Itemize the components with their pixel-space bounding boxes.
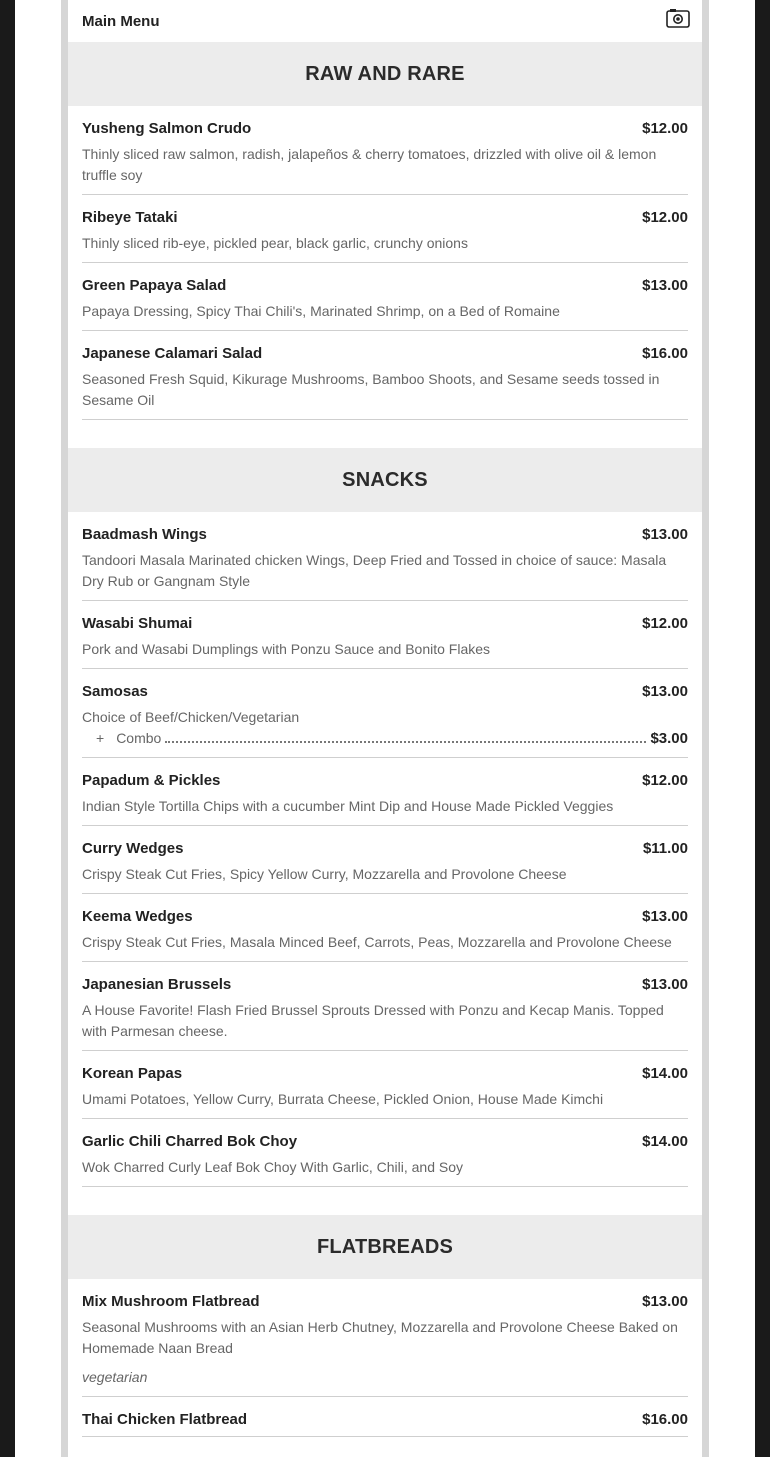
- menu-item[interactable]: [82, 1279, 688, 1397]
- section-header-flatbreads: FLATBREADS: [68, 1215, 702, 1279]
- item-price: $12.00: [642, 120, 688, 137]
- menu-item[interactable]: [82, 106, 688, 195]
- item-name: Papadum & Pickles: [82, 772, 221, 789]
- item-name: Yusheng Salmon Crudo: [82, 120, 252, 137]
- item-price: $12.00: [642, 772, 688, 789]
- item-description: Seasoned Fresh Squid, Kikurage Mushrooms, Bamboo Shoots, and Sesame seeds tossed in Sesame Oil: [82, 371, 660, 408]
- menu-item[interactable]: [82, 962, 688, 1051]
- item-price: $13.00: [642, 526, 688, 543]
- item-name: Baadmash Wings: [82, 526, 207, 543]
- item-price: $13.00: [642, 908, 688, 925]
- section-items-flatbreads: [68, 1279, 702, 1437]
- section-header-snacks: SNACKS: [68, 448, 702, 512]
- item-name: Thai Chicken Flatbread: [82, 1411, 248, 1428]
- menu-item[interactable]: [82, 601, 688, 669]
- item-description: Pork and Wasabi Dumplings with Ponzu Sauce and Bonito Flakes: [82, 641, 491, 657]
- item-description: A House Favorite! Flash Fried Brussel Sprouts Dressed with Ponzu and Kecap Manis. Topped with Parmesan cheese.: [82, 1002, 664, 1039]
- addon-label: Combo: [116, 730, 162, 746]
- item-price: $16.00: [642, 1411, 688, 1428]
- item-price: $13.00: [642, 277, 688, 294]
- item-price: $16.00: [642, 345, 688, 362]
- menu-item[interactable]: [82, 669, 688, 758]
- menu-item[interactable]: [82, 894, 688, 962]
- menu-item[interactable]: [82, 758, 688, 826]
- plus-icon: +: [96, 730, 105, 746]
- menu-item[interactable]: [82, 1119, 688, 1187]
- menu-item[interactable]: [82, 512, 688, 601]
- item-name: Ribeye Tataki: [82, 209, 178, 226]
- item-description: Indian Style Tortilla Chips with a cucumber Mint Dip and House Made Pickled Veggies: [82, 798, 614, 814]
- item-description: Crispy Steak Cut Fries, Masala Minced Beef, Carrots, Peas, Mozzarella and Provolone Cheese: [82, 934, 672, 950]
- item-description: Umami Potatoes, Yellow Curry, Burrata Cheese, Pickled Onion, House Made Kimchi: [82, 1091, 604, 1107]
- item-price: $13.00: [642, 976, 688, 993]
- menu-item[interactable]: [82, 331, 688, 420]
- section-items-snacks: [68, 512, 702, 1187]
- dotted-leader: [165, 741, 646, 743]
- item-description: Papaya Dressing, Spicy Thai Chili's, Marinated Shrimp, on a Bed of Romaine: [82, 303, 560, 319]
- menu-item[interactable]: [82, 1051, 688, 1119]
- item-description: Seasonal Mushrooms with an Asian Herb Chutney, Mozzarella and Provolone Cheese Baked on Homemade Naan Bread: [82, 1319, 678, 1356]
- section-spacer: [68, 1187, 702, 1215]
- item-price: $12.00: [642, 209, 688, 226]
- item-description: Choice of Beef/Chicken/Vegetarian: [82, 709, 300, 725]
- item-price: $11.00: [642, 840, 688, 857]
- item-addon-combo[interactable]: [82, 728, 688, 749]
- section-items-raw-and-rare: [68, 106, 702, 420]
- item-name: Keema Wedges: [82, 908, 193, 925]
- item-price: $14.00: [642, 1065, 688, 1082]
- section-header-raw-and-rare: RAW AND RARE: [68, 42, 702, 106]
- menu-item[interactable]: [82, 1397, 688, 1437]
- item-description: Crispy Steak Cut Fries, Spicy Yellow Curry, Mozzarella and Provolone Cheese: [82, 866, 567, 882]
- item-name: Curry Wedges: [82, 840, 184, 857]
- menu-item[interactable]: [82, 195, 688, 263]
- item-name: Green Papaya Salad: [82, 277, 227, 294]
- item-name: Japanese Calamari Salad: [82, 345, 263, 362]
- section-spacer: [68, 420, 702, 448]
- menu-item[interactable]: [82, 263, 688, 331]
- menu-card: [68, 0, 702, 1457]
- item-price: $13.00: [642, 683, 688, 700]
- item-name: Samosas: [82, 683, 148, 700]
- item-name: Mix Mushroom Flatbread: [82, 1293, 260, 1310]
- menu-item[interactable]: [82, 826, 688, 894]
- item-name: Japanesian Brussels: [82, 976, 232, 993]
- item-dietary-tag: vegetarian: [82, 1369, 148, 1385]
- item-description: Thinly sliced rib-eye, pickled pear, black garlic, crunchy onions: [82, 235, 468, 251]
- menu-title: Main Menu: [82, 12, 160, 30]
- item-price: $12.00: [642, 615, 688, 632]
- menu-topbar: [68, 0, 702, 42]
- item-description: Tandoori Masala Marinated chicken Wings, Deep Fried and Tossed in choice of sauce: Masala Dry Rub or Gangnam Style: [82, 552, 667, 589]
- camera-icon[interactable]: [666, 8, 690, 28]
- addon-price: $3.00: [650, 730, 688, 747]
- item-description: Wok Charred Curly Leaf Bok Choy With Garlic, Chili, and Soy: [82, 1159, 463, 1175]
- item-name: Wasabi Shumai: [82, 615, 193, 632]
- item-name: Korean Papas: [82, 1065, 183, 1082]
- item-price: $14.00: [642, 1133, 688, 1150]
- item-name: Garlic Chili Charred Bok Choy: [82, 1133, 298, 1150]
- item-description: Thinly sliced raw salmon, radish, jalapeños & cherry tomatoes, drizzled with olive oil & lemon truffle soy: [82, 146, 657, 183]
- item-price: $13.00: [642, 1293, 688, 1310]
